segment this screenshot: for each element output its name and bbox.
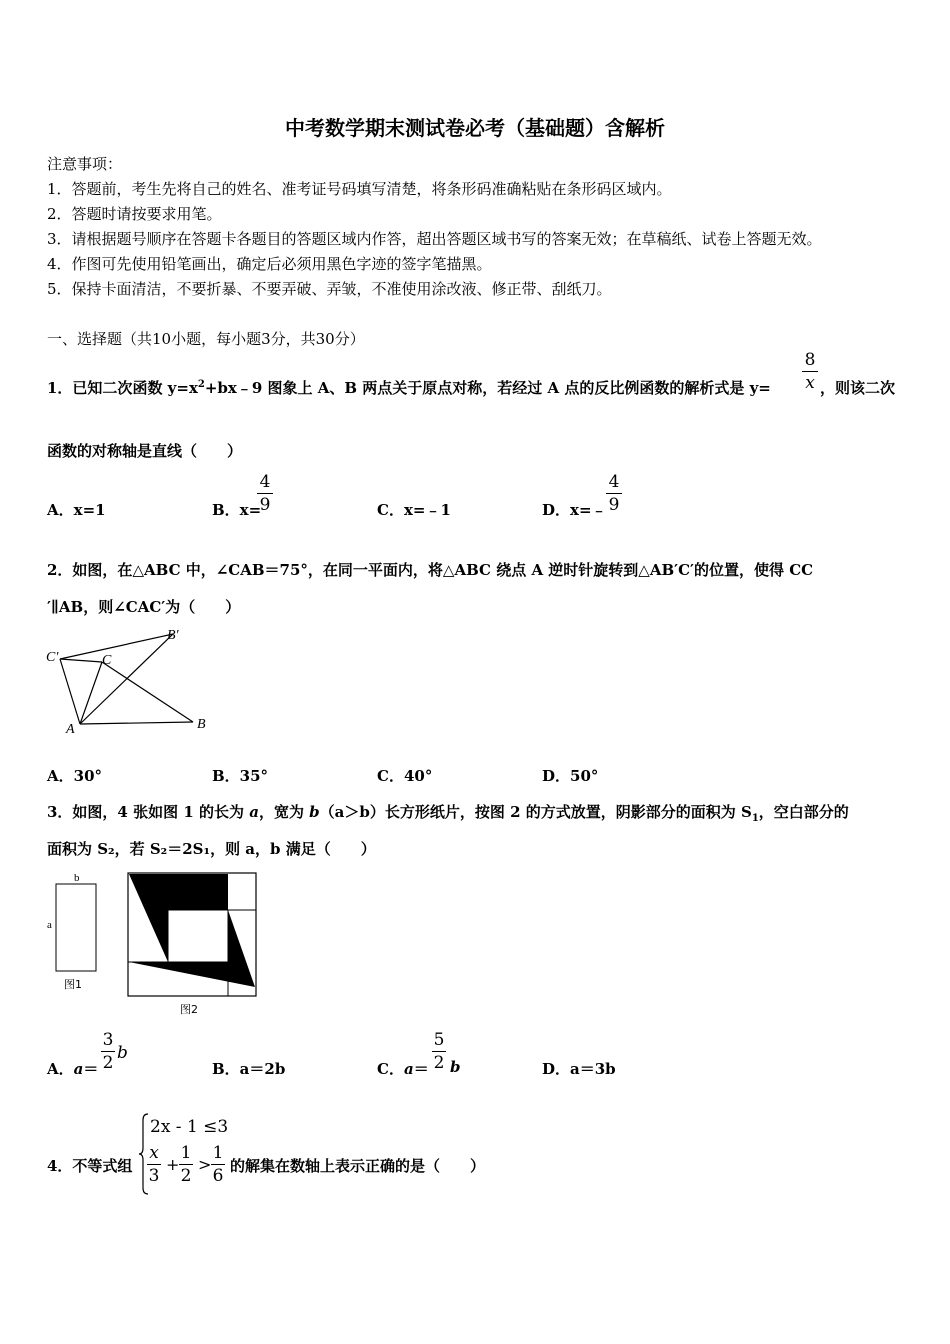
q2-line1: 2．如图，在△ABC 中，∠CAB＝75°，在同一平面内，将△ABC 绕点 A 逆时针旋转到△AB′C′的位置，使得 CC [47, 561, 814, 579]
q3-optc-num: 5 [433, 1030, 445, 1050]
q1-line2: 函数的对称轴是直线（ ） [47, 442, 243, 460]
q4-f3-num: 1 [212, 1143, 224, 1163]
q2-option-a: A．30° [47, 767, 103, 785]
q4-gt: > [198, 1155, 212, 1174]
q3-option-d: D．a＝3b [542, 1060, 616, 1078]
notice-item-1: 1．答题前，考生先将自己的姓名、准考证号码填写清楚，将条形码准确粘贴在条形码区域内。 [47, 180, 672, 198]
q1-option-a: A．x=1 [47, 501, 106, 519]
q4-f1-den: 3 [148, 1166, 160, 1186]
q3-option-c-fraction [432, 1032, 446, 1072]
q4-f2-num: 1 [180, 1143, 192, 1163]
q1-optb-den: 9 [259, 495, 271, 515]
q1-option-b: B．x= [212, 501, 262, 519]
q2-option-d: D．50° [542, 767, 599, 785]
q1-fraction [802, 352, 818, 392]
notice-item-3: 3．请根据题号顺序在答题卡各题目的答题区域内作答，超出答题区域书写的答案无效；在草稿纸、试卷上答题无效。 [47, 230, 822, 248]
section-heading: 一、选择题（共10小题，每小题3分，共30分） [47, 330, 365, 348]
q3-var-a: a [249, 803, 259, 821]
q1-option-b-fraction [257, 474, 273, 514]
q3-figure-1 [44, 870, 104, 995]
edge-a-b [80, 722, 193, 724]
q3-option-c-b: b [450, 1058, 461, 1076]
q2-option-b: B．35° [212, 767, 269, 785]
q3-optc-den: 2 [433, 1053, 445, 1073]
q3-option-c [377, 1058, 429, 1079]
q1-frac-den: x [805, 373, 815, 393]
q1-option-d-fraction [606, 474, 622, 514]
page-title: 中考数学期末测试卷必考（基础题）含解析 [285, 116, 665, 140]
q4-f2-den: 2 [180, 1166, 192, 1186]
label-c-prime: C′ [46, 650, 59, 665]
q1-optb-num: 4 [259, 472, 271, 492]
q3-optc-var: a [403, 1060, 414, 1078]
q2-line2: ′∥AB，则∠CAC′为（ ） [47, 598, 241, 616]
edge-cp-c [60, 659, 102, 662]
q3-opta-num: 3 [102, 1030, 114, 1050]
q4-suffix: 的解集在数轴上表示正确的是（ ） [230, 1157, 486, 1175]
fig2-caption: 图2 [180, 1003, 198, 1016]
q4-fraction-1 [147, 1145, 161, 1185]
q1-sup: 2 [197, 379, 205, 390]
q3-l1b: ，宽为 [258, 803, 310, 821]
q4-fraction-2 [179, 1145, 193, 1185]
notice-item-4: 4．作图可先使用铅笔画出，确定后必须用黑色字迹的签字笔描黑。 [47, 255, 492, 273]
q3-option-b: B．a＝2b [212, 1060, 286, 1078]
label-c: C [102, 653, 112, 668]
q1-mid: +bx﹣9 图象上 A、B 两点关于原点对称，若经过 A 点的反比例函数的解析式是 y= [204, 379, 771, 397]
q1-stem [47, 377, 771, 398]
q1-prefix: 1．已知二次函数 y=x [47, 379, 198, 397]
q3-opta-eq: ＝ [83, 1060, 99, 1078]
q3-sub1: 1 [751, 813, 759, 824]
q4-f3-den: 6 [212, 1166, 224, 1186]
q3-opta-var: a [73, 1060, 84, 1078]
q2-triangle-figure [40, 622, 220, 742]
q4-f1-num: x [149, 1143, 159, 1163]
q1-optd-num: 4 [608, 472, 620, 492]
q1-option-c: C．x=﹣1 [377, 501, 451, 519]
label-a: A [66, 722, 75, 737]
q3-l1a: 3．如图，4 张如图 1 的长为 [47, 803, 250, 821]
q3-line1 [47, 801, 849, 824]
label-b-prime: B′ [167, 628, 179, 643]
edge-cp-a [60, 659, 80, 724]
edge-a-bp [80, 634, 173, 724]
fig1-label-b: b [74, 872, 80, 884]
q3-option-a-fraction [101, 1032, 115, 1072]
q1-option-d: D．x=﹣ [542, 501, 607, 519]
label-b: B [197, 717, 206, 732]
notice-item-2: 2．答题时请按要求用笔。 [47, 205, 222, 223]
q1-frac-num: 8 [804, 350, 816, 370]
q3-opta-den: 2 [102, 1053, 114, 1073]
edge-cp-bp [60, 634, 173, 659]
q1-suffix: ，则该二次 [820, 379, 896, 397]
notice-item-5: 5．保持卡面清洁，不要折暴、不要弄破、弄皱，不准使用涂改液、修正带、刮纸刀。 [47, 280, 612, 298]
fig1-caption: 图1 [64, 978, 82, 991]
q3-option-a-b: b [117, 1043, 128, 1063]
q3-line2: 面积为 S₂，若 S₂＝2S₁，则 a，b 满足（ ） [47, 840, 376, 858]
edge-c-b [102, 662, 193, 722]
q3-optc-pre: C． [377, 1060, 404, 1078]
fig1-label-a: a [47, 919, 52, 931]
q3-figure-2 [124, 870, 264, 1020]
q1-optd-den: 9 [608, 495, 620, 515]
q4-fraction-3 [211, 1145, 225, 1185]
q3-optc-eq: ＝ [413, 1060, 429, 1078]
q4-inequality-1: 2x - 1 ≤3 [150, 1117, 229, 1137]
q3-l1d: ，空白部分的 [758, 803, 849, 821]
q3-l1c: （a＞b）长方形纸片，按图 2 的方式放置，阴影部分的面积为 S [319, 803, 752, 821]
notice-heading: 注意事项： [47, 155, 123, 173]
q2-option-c: C．40° [377, 767, 433, 785]
q3-var-b: b [309, 803, 320, 821]
q3-option-a [47, 1058, 98, 1079]
fig1-rectangle [56, 884, 96, 971]
q4-prefix: 4．不等式组 [47, 1157, 133, 1175]
q4-plus: + [166, 1155, 180, 1174]
q3-opta-pre: A． [47, 1060, 74, 1078]
fig2-inner-square [168, 910, 228, 962]
edge-c-a [80, 662, 102, 724]
